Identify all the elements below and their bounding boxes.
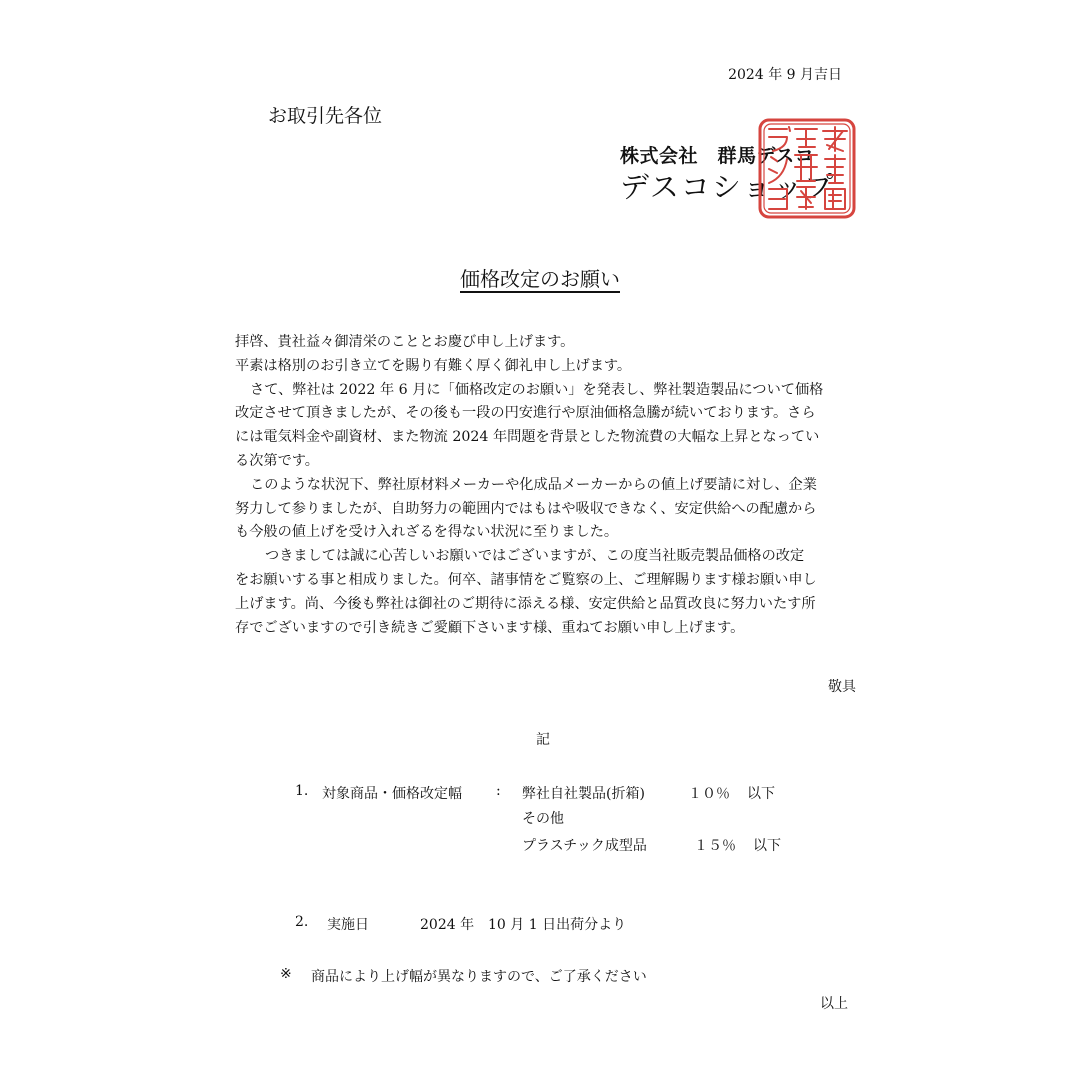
item1-row3-name: プラスチック成型品 <box>522 838 647 854</box>
sender-shop-logo: デスコショップ <box>620 170 836 204</box>
body-line: 拝啓、貴社益々御清栄のこととお慶び申し上げます。 <box>235 334 575 350</box>
note-mark: ※ <box>280 966 292 982</box>
body-line: 努力して参りましたが、自助努力の範囲内ではもはや吸収できなく、安定供給への配慮から <box>235 500 817 517</box>
note-text: 商品により上げ幅が異なりますので、ご了承ください <box>311 969 647 985</box>
item1-label: 対象商品・価格改定幅 <box>322 786 462 802</box>
item2-year: 2024 年 <box>420 917 475 933</box>
end-ijou: 以上 <box>820 996 848 1012</box>
body-line: つきましては誠に心苦しいお願いではございますが、この度当社販売製品価格の改定 <box>265 548 805 565</box>
item1-row1-suffix: 以下 <box>747 786 775 802</box>
body-line: をお願いする事と相成りました。何卒、諸事情をご覧察の上、ご理解賜ります様お願い申し <box>235 571 817 588</box>
item1-row1-name: 弊社自社製品(折箱) <box>522 786 645 802</box>
document-date: 2024 年 9 月吉日 <box>728 67 842 83</box>
item1-row1-pct: １０％ <box>688 786 730 802</box>
closing-keigu: 敬具 <box>828 679 856 695</box>
recipient: お取引先各位 <box>268 105 383 127</box>
item2-label: 実施日 <box>327 917 369 933</box>
item1-row3-suffix: 以下 <box>753 838 781 854</box>
document-title <box>0 263 1080 292</box>
item2-date: 10 月 1 日出荷分より <box>488 917 627 933</box>
body-line: 存でございますので引き続きご愛顧下さいます様、重ねてお願い申し上げます。 <box>235 619 745 636</box>
letter-body <box>235 331 865 640</box>
body-line: には電気料金や副資材、また物流 2024 年問題を背景とした物流費の大幅な上昇となってい <box>235 429 820 446</box>
company-seal <box>757 117 857 220</box>
item1-row3-pct: １５％ <box>694 838 736 854</box>
item1-number: 1. <box>295 783 309 799</box>
body-line: 改定させて頂きましたが、その後も一段の円安進行や原油価格急騰が続いております。さら <box>235 405 816 422</box>
body-line: も今般の値上げを受け入れざるを得ない状況に至りました。 <box>235 524 619 541</box>
body-line: る次第です。 <box>235 452 319 469</box>
title-text: 価格改定のお願い <box>460 267 620 291</box>
body-line: 上げます。尚、今後も弊社は御社のご期待に添える様、安定供給と品質改良に努力いたす所 <box>235 595 816 612</box>
item1-row2-name: その他 <box>522 811 564 827</box>
item1-colon: : <box>496 783 501 799</box>
body-line: さて、弊社は 2022 年 6 月に「価格改定のお願い」を発表し、弊社製造製品について価格 <box>250 381 824 398</box>
ki-heading: 記 <box>536 732 550 748</box>
body-line: 平素は格別のお引き立てを賜り有難く厚く御礼申し上げます。 <box>235 357 632 374</box>
body-line: このような状況下、弊社原材料メーカーや化成品メーカーからの値上げ要請に対し、企業 <box>250 476 817 493</box>
item2-number: 2. <box>295 914 309 930</box>
sender-company: 株式会社 群馬デスコ <box>620 145 815 167</box>
